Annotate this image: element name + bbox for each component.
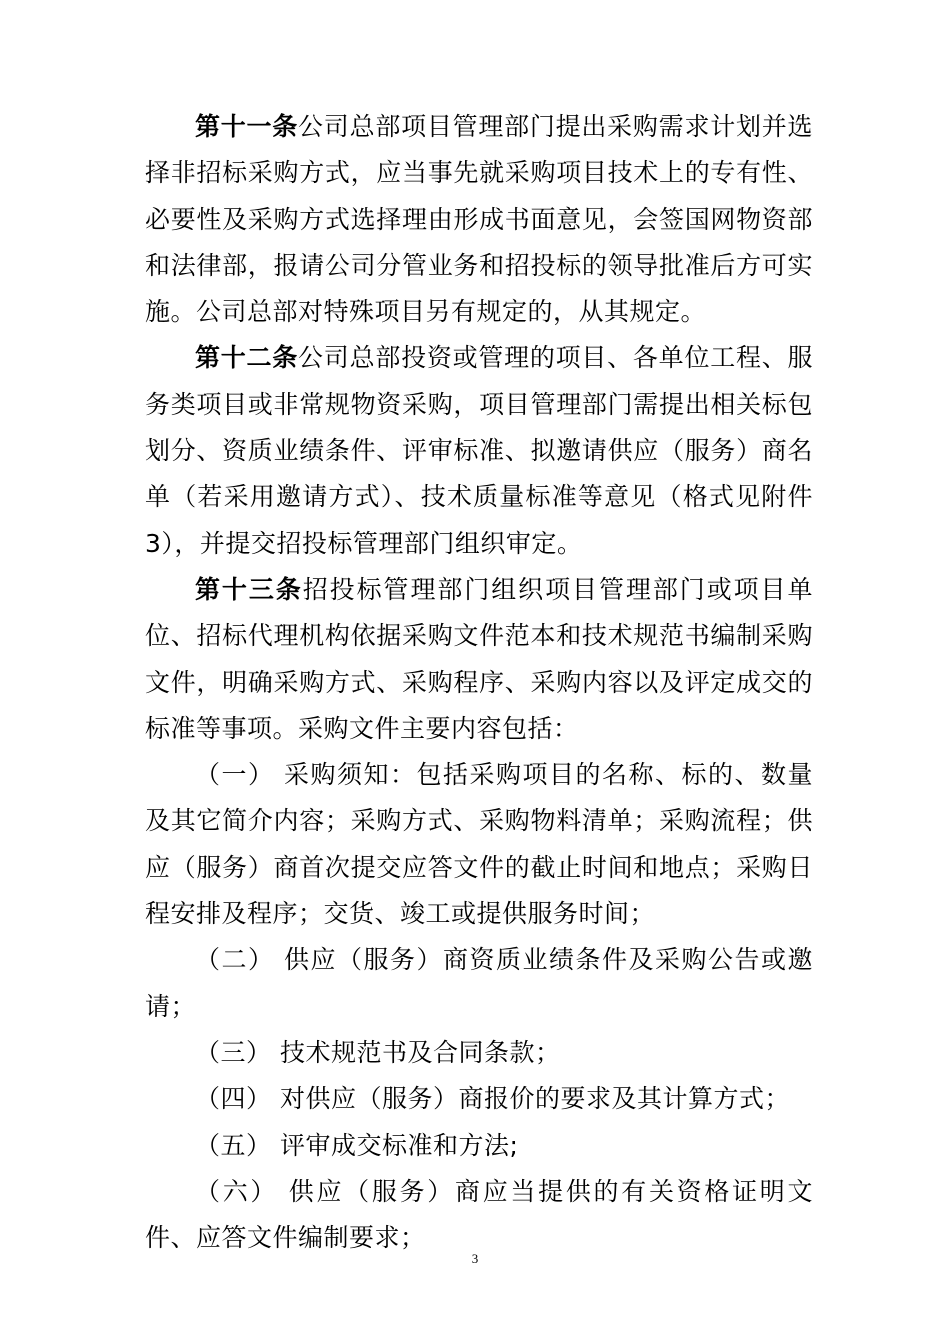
list-item-2: （二） 供应（服务）商资质业绩条件及采购公告或邀请； — [145, 945, 813, 1021]
article-12 — [145, 335, 813, 566]
list-item-3: （三） 技术规范书及合同条款； — [195, 1037, 561, 1067]
list-item-1: （一） 采购须知：包括采购项目的名称、标的、数量及其它简介内容；采购方式、采购物料清单；采购流程；供应（服务）商首次提交应答文件的截止时间和地点；采购日程安排及程序；交货、竣工或提供服务时间； — [145, 760, 813, 929]
article-12-heading: 第十二条 — [195, 343, 299, 373]
list-item-5: （五） 评审成交标准和方法; — [195, 1130, 519, 1160]
article-11-text: 公司总部项目管理部门提出采购需求计划并选择非招标采购方式，应当事先就采购项目技术上的专有性、必要性及采购方式选择理由形成书面意见，会签国网物资部和法律部，报请公司分管业务和招投标的领导批准后方可实施。公司总部对特殊项目另有规定的，从其规定。 — [145, 112, 813, 327]
article-13 — [145, 567, 813, 752]
list-item-4: （四） 对供应（服务）商报价的要求及其计算方式； — [195, 1084, 790, 1114]
article-11 — [145, 104, 813, 335]
article-13-text: 招投标管理部门组织项目管理部门或项目单位、招标代理机构依据采购文件范本和技术规范书编制采购文件，明确采购方式、采购程序、采购内容以及评定成交的标准等事项。采购文件主要内容包括： — [145, 574, 813, 743]
article-11-heading: 第十一条 — [195, 112, 299, 141]
document-body — [145, 104, 813, 1261]
list-item-6: （六） 供应（服务）商应当提供的有关资格证明文件、应答文件编制要求； — [145, 1176, 813, 1253]
article-12-text: 公司总部投资或管理的项目、各单位工程、服务类项目或非常规物资采购，项目管理部门需提出相关标包划分、资质业绩条件、评审标准、拟邀请供应（服务）商名单（若采用邀请方式）、技术质量标准等意见（格式见附件 3），并提交招投标管理部门组织审定。 — [145, 343, 813, 558]
article-13-heading: 第十三条 — [195, 574, 303, 604]
page-number: 3 — [471, 1251, 479, 1266]
